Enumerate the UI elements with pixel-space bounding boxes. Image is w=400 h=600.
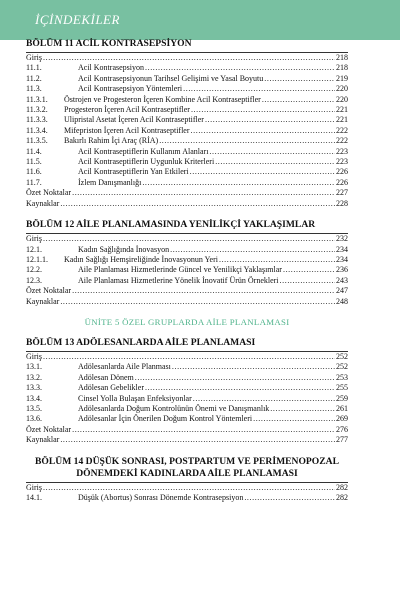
toc-entry-page: 243 bbox=[336, 275, 348, 285]
dot-leader bbox=[283, 265, 335, 275]
toc-entry-title: Kadın Sağlığında İnovasyon bbox=[78, 244, 170, 254]
toc-entry-page: 276 bbox=[336, 424, 348, 434]
toc-entry[interactable] bbox=[26, 435, 348, 445]
toc-entry-number: 13.3. bbox=[26, 383, 42, 393]
toc-entry-number: 11.3.4. bbox=[26, 125, 48, 135]
toc-entry-page: 232 bbox=[336, 234, 348, 244]
dot-leader bbox=[142, 178, 335, 188]
toc-entry-title: Östrojen ve Progesteron İçeren Kombine Acil Kontraseptifler bbox=[64, 94, 261, 104]
toc-entry[interactable] bbox=[26, 425, 348, 435]
header-bar bbox=[0, 0, 400, 40]
toc-entry[interactable] bbox=[26, 362, 348, 372]
toc-entry[interactable] bbox=[26, 147, 348, 157]
toc-entry-page: 223 bbox=[336, 157, 348, 167]
toc-entry[interactable] bbox=[26, 286, 348, 296]
toc-entry-number: Giriş bbox=[26, 351, 42, 361]
toc-entry-title: Adölesan Gebelikler bbox=[78, 383, 144, 393]
toc-entry-page: 277 bbox=[336, 435, 348, 445]
toc-entry-page: 261 bbox=[336, 403, 348, 413]
toc-entry[interactable] bbox=[26, 404, 348, 414]
toc-entry-page: 234 bbox=[336, 244, 348, 254]
toc-entry[interactable] bbox=[26, 352, 348, 362]
dot-leader bbox=[72, 286, 335, 296]
toc-entry-title: İzlem Danışmanlığı bbox=[78, 177, 142, 187]
dot-leader bbox=[159, 136, 335, 146]
toc-entry-number: 11.3.5. bbox=[26, 136, 48, 146]
toc-entry-number: 11.3. bbox=[26, 84, 42, 94]
toc-entry-page: 234 bbox=[336, 254, 348, 264]
toc-entry-number: Giriş bbox=[26, 53, 42, 62]
toc-entry[interactable] bbox=[26, 188, 348, 198]
toc-entry-page: 221 bbox=[336, 115, 348, 125]
dot-leader bbox=[145, 383, 335, 393]
toc-entry[interactable] bbox=[26, 414, 348, 424]
chapter-heading: BÖLÜM 14 DÜŞÜK SONRASI, POSTPARTUM VE PERİMENOPOZAL bbox=[35, 455, 339, 467]
toc-entry[interactable] bbox=[26, 74, 348, 84]
toc-entry-number: Giriş bbox=[26, 234, 42, 244]
dot-leader bbox=[183, 84, 335, 94]
toc-entry-title: Acil Kontraseptiflerin Uygunluk Kriterleri bbox=[78, 157, 215, 167]
toc-entry-page: 248 bbox=[336, 296, 348, 306]
toc-entry-number: 11.3.1. bbox=[26, 94, 48, 104]
toc-content bbox=[26, 38, 348, 503]
toc-entry-page: 219 bbox=[336, 73, 348, 83]
toc-entry[interactable] bbox=[26, 115, 348, 125]
toc-entry[interactable] bbox=[26, 483, 348, 493]
toc-entry-page: 227 bbox=[336, 188, 348, 198]
toc-entry[interactable] bbox=[26, 157, 348, 167]
dot-leader bbox=[135, 373, 335, 383]
dot-leader bbox=[244, 493, 335, 503]
toc-entry[interactable] bbox=[26, 276, 348, 286]
chapter-heading: BÖLÜM 11 ACİL KONTRASEPSİYON bbox=[26, 38, 192, 49]
toc-entry-number: 13.2. bbox=[26, 372, 42, 382]
toc-entry[interactable] bbox=[26, 394, 348, 404]
toc-entry-number: 13.1. bbox=[26, 362, 42, 372]
toc-entry-title: Aile Planlaması Hizmetlerinde Güncel ve Yenilikçi Yaklaşımlar bbox=[78, 265, 282, 275]
dot-leader bbox=[172, 362, 335, 372]
toc-entry-page: 226 bbox=[336, 167, 348, 177]
toc-entry-page: 247 bbox=[336, 286, 348, 296]
toc-entry-number: Özet Noktalar bbox=[26, 286, 72, 296]
toc-entry-title: Aile Planlaması Hizmetlerine Yönelik İnovatif Ürün Örnekleri bbox=[78, 275, 279, 285]
toc-entry-number: 13.4. bbox=[26, 393, 42, 403]
toc-entry-title: Kadın Sağlığı Hemşireliğinde İnovasyonun Yeri bbox=[64, 254, 218, 264]
toc-entry[interactable] bbox=[26, 84, 348, 94]
dot-leader bbox=[60, 199, 335, 209]
dot-leader bbox=[43, 53, 335, 63]
toc-entry-page: 253 bbox=[336, 372, 348, 382]
toc-entry[interactable] bbox=[26, 255, 348, 265]
dot-leader bbox=[43, 234, 335, 244]
toc-entry[interactable] bbox=[26, 297, 348, 307]
dot-leader bbox=[170, 245, 335, 255]
dot-leader bbox=[43, 483, 335, 493]
toc-entry-title: Acil Kontrasepsiyonun Tarihsel Gelişimi ve Yasal Boyutu bbox=[78, 73, 264, 83]
toc-entry-page: 220 bbox=[336, 94, 348, 104]
dot-leader bbox=[270, 404, 335, 414]
toc-entry-page: 220 bbox=[336, 84, 348, 94]
toc-entry-number: 12.1.1. bbox=[26, 254, 48, 264]
dot-leader bbox=[60, 297, 335, 307]
toc-entry[interactable] bbox=[26, 63, 348, 73]
toc-entry-number: 11.1. bbox=[26, 63, 42, 73]
toc-entry[interactable] bbox=[26, 383, 348, 393]
toc-entry-number: 12.1. bbox=[26, 244, 42, 254]
toc-entry-page: 222 bbox=[336, 125, 348, 135]
toc-entry-number: 13.6. bbox=[26, 414, 42, 424]
toc-entry-title: Acil Kontrasepsiyon bbox=[78, 63, 144, 73]
toc-entry-number: 11.5. bbox=[26, 157, 42, 167]
toc-entry-number: Kaynaklar bbox=[26, 435, 60, 445]
toc-entry[interactable] bbox=[26, 167, 348, 177]
page-title: İÇİNDEKİLER bbox=[35, 12, 120, 27]
toc-entry-title: Adölesanlar İçin Önerilen Doğum Kontrol Yöntemleri bbox=[78, 414, 253, 424]
dot-leader bbox=[219, 255, 335, 265]
dot-leader bbox=[193, 394, 335, 404]
dot-leader bbox=[191, 126, 335, 136]
chapter-heading: DÖNEMDEKİ KADINLARDA AİLE PLANLAMASI bbox=[76, 467, 298, 479]
dot-leader bbox=[190, 167, 335, 177]
toc-entry-number: Giriş bbox=[26, 482, 42, 492]
toc-entry-number: 11.6. bbox=[26, 167, 42, 177]
dot-leader bbox=[72, 425, 335, 435]
toc-entry-page: 226 bbox=[336, 177, 348, 187]
toc-entry-number: Kaynaklar bbox=[26, 198, 60, 208]
toc-entry-page: 228 bbox=[336, 198, 348, 208]
toc-entry-number: 11.3.2. bbox=[26, 105, 48, 115]
toc-entry-title: Ulipristal Asetat İçeren Acil Kontraseptifler bbox=[64, 115, 204, 125]
toc-entry-number: 12.3. bbox=[26, 275, 42, 285]
toc-entry[interactable] bbox=[26, 136, 348, 146]
toc-entry-page: 259 bbox=[336, 393, 348, 403]
toc-entry-page: 255 bbox=[336, 383, 348, 393]
dot-leader bbox=[262, 95, 335, 105]
toc-entry-number: 11.4. bbox=[26, 146, 42, 156]
chapter-section bbox=[26, 219, 348, 307]
toc-entry-number: 14.1. bbox=[26, 493, 42, 502]
toc-entry-page: 236 bbox=[336, 265, 348, 275]
toc-entry-title: Acil Kontraseptiflerin Kullanım Alanları bbox=[78, 146, 209, 156]
dot-leader bbox=[205, 115, 335, 125]
toc-entry-number: 11.7. bbox=[26, 177, 42, 187]
toc-entry-page: 218 bbox=[336, 63, 348, 73]
dot-leader bbox=[60, 435, 335, 445]
toc-entry[interactable] bbox=[26, 493, 348, 503]
toc-entry-page: 252 bbox=[336, 351, 348, 361]
toc-entry-page: 282 bbox=[336, 482, 348, 492]
dot-leader bbox=[43, 352, 335, 362]
toc-entry-title: Acil Kontraseptiflerin Yan Etkileri bbox=[78, 167, 189, 177]
dot-leader bbox=[191, 105, 335, 115]
dot-leader bbox=[209, 147, 335, 157]
toc-entry[interactable] bbox=[26, 245, 348, 255]
toc-entry-title: Adölesanlarda Aile Planması bbox=[78, 362, 171, 372]
toc-entry-page: 252 bbox=[336, 362, 348, 372]
toc-entry-title: Acil Kontrasepsiyon Yöntemleri bbox=[78, 84, 183, 94]
unit-heading: ÜNİTE 5 ÖZEL GRUPLARDA AİLE PLANLAMASI bbox=[84, 316, 290, 327]
toc-entry-title: Düşük (Abortus) Sonrası Dönemde Kontrasepsiyon bbox=[78, 493, 244, 502]
toc-entry[interactable] bbox=[26, 95, 348, 105]
toc-entry-number: Özet Noktalar bbox=[26, 424, 72, 434]
toc-entry[interactable] bbox=[26, 53, 348, 63]
toc-entry-title: Adölesan Dönem bbox=[78, 372, 134, 382]
chapter-section bbox=[26, 337, 348, 446]
chapter-section bbox=[26, 456, 348, 504]
toc-entry-number: 12.2. bbox=[26, 265, 42, 275]
toc-entry-title: Bakırlı Rahim İçi Araç (RİA) bbox=[64, 136, 159, 146]
toc-entry-page: 269 bbox=[336, 414, 348, 424]
toc-entry[interactable] bbox=[26, 105, 348, 115]
toc-entry-number: Özet Noktalar bbox=[26, 188, 72, 198]
toc-entry-page: 223 bbox=[336, 146, 348, 156]
toc-entry-number: 13.5. bbox=[26, 403, 42, 413]
toc-entry[interactable] bbox=[26, 265, 348, 275]
dot-leader bbox=[280, 276, 335, 286]
dot-leader bbox=[253, 414, 335, 424]
toc-entry[interactable] bbox=[26, 373, 348, 383]
dot-leader bbox=[72, 188, 335, 198]
chapter-section bbox=[26, 38, 348, 209]
dot-leader bbox=[215, 157, 335, 167]
toc-entry-title: Progesteron İçeren Acil Kontraseptifler bbox=[64, 105, 190, 115]
toc-entry-title: Mifepriston İçeren Acil Kontraseptifler bbox=[64, 125, 190, 135]
toc-entry-title: Cinsel Yolla Bulaşan Enfeksiyonlar bbox=[78, 393, 192, 403]
toc-entry[interactable] bbox=[26, 234, 348, 244]
toc-entry-number: 11.2. bbox=[26, 73, 42, 83]
toc-entry-number: Kaynaklar bbox=[26, 296, 60, 306]
chapter-heading: BÖLÜM 13 ADÖLESANLARDA AİLE PLANLAMASI bbox=[26, 336, 256, 348]
dot-leader bbox=[264, 74, 335, 84]
toc-entry[interactable] bbox=[26, 178, 348, 188]
toc-entry[interactable] bbox=[26, 199, 348, 209]
chapter-heading: BÖLÜM 12 AİLE PLANLAMASINDA YENİLİKÇİ YAKLAŞIMLAR bbox=[26, 219, 316, 231]
unit-section bbox=[26, 316, 348, 328]
toc-entry[interactable] bbox=[26, 126, 348, 136]
toc-entry-title: Adölesanlarda Doğum Kontrolünün Önemi ve Danışmanlık bbox=[78, 403, 270, 413]
toc-entry-page: 282 bbox=[336, 493, 348, 502]
toc-entry-number: 11.3.3. bbox=[26, 115, 48, 125]
toc-entry-page: 221 bbox=[336, 105, 348, 115]
toc-entry-page: 222 bbox=[336, 136, 348, 146]
toc-entry-page: 218 bbox=[336, 53, 348, 62]
dot-leader bbox=[145, 63, 335, 73]
